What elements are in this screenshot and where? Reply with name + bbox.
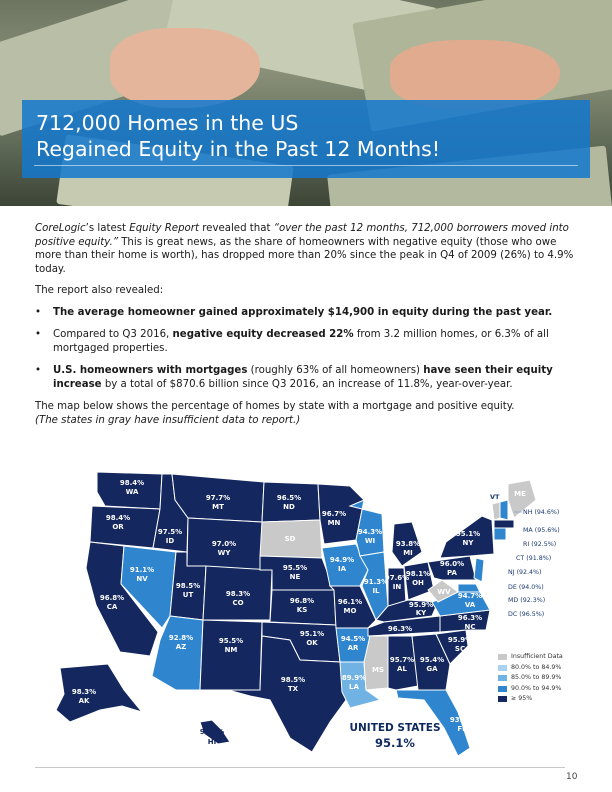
legend-swatch: [498, 654, 507, 660]
state-abbr: ND: [283, 503, 295, 511]
title-line-2: Regained Equity in the Past 12 Months!: [36, 137, 441, 161]
state-label-tn: [388, 625, 412, 633]
state-value: 93.0%: [449, 716, 475, 724]
state-abbr: SC: [454, 645, 466, 653]
state-vt: [492, 502, 500, 520]
legend-label: 85.0% to 89.9%: [511, 674, 562, 681]
us-total-label: UNITED STATES: [349, 722, 441, 734]
bullet-text: by a total of $870.6 billion since Q3 2016, an increase of 11.8%, year-over-year.: [101, 378, 513, 390]
state-abbr: CA: [106, 603, 118, 611]
bullet-bold: negative equity decreased 22%: [172, 329, 354, 340]
state-abbr: AZ: [175, 643, 187, 651]
state-value: 98.3%: [71, 688, 97, 696]
state-value: 95.1%: [299, 630, 325, 638]
state-nj: [474, 558, 484, 582]
bullet-bold: U.S. homeowners with mortgages: [53, 365, 248, 376]
state-abbr-me: ME: [514, 490, 526, 498]
state-abbr: HI: [207, 738, 217, 746]
state-md: [458, 584, 480, 592]
legend-item: [498, 652, 588, 663]
state-abbr: WA: [125, 488, 139, 496]
bullet: •: [35, 306, 42, 318]
state-value: 96.5%: [276, 494, 302, 502]
state-value: 89.9%: [341, 674, 367, 682]
state-value: 95.5%: [282, 564, 308, 572]
state-abbr: NM: [224, 646, 238, 654]
state-value: 92.8%: [168, 634, 194, 642]
map-caption-note: (The states in gray have insufficient data to report.): [35, 414, 301, 426]
source-name: CoreLogic: [35, 223, 86, 234]
title-line-1: 712,000 Homes in the US: [36, 111, 299, 135]
state-value: 98.4%: [105, 514, 131, 522]
report-quote: “over the past 12 months, 712,000 borrowers moved into positive equity.”: [35, 223, 569, 248]
bullet: •: [35, 329, 42, 340]
state-abbr: IN: [392, 583, 402, 591]
state-abbr: MI: [403, 549, 413, 557]
page-title: [36, 110, 440, 162]
state-abbr: TX: [287, 685, 299, 693]
state-value: 93.8%: [395, 540, 421, 548]
banner-rule: [34, 165, 578, 166]
bullet-bold: have seen their equity increase: [53, 365, 553, 390]
state-abbr: MT: [212, 503, 224, 511]
state-abbr: WI: [364, 537, 376, 545]
state-value: 96.8%: [289, 597, 315, 605]
callout-ma: MA (95.6%): [523, 527, 560, 534]
map-caption: [35, 400, 580, 427]
report-name: Equity Report: [129, 223, 199, 234]
state-abbr: AK: [78, 697, 90, 705]
legend-label: Insufficient Data: [511, 653, 563, 660]
state-abbr: NC: [464, 623, 476, 631]
state-abbr: IL: [372, 587, 380, 595]
state-value: 95.5%: [218, 637, 244, 645]
state-value: 96.3%: [387, 625, 413, 633]
legend-swatch: [498, 675, 507, 681]
state-abbr: UT: [182, 591, 194, 599]
state-abbr: MO: [343, 607, 357, 615]
state-value: 91.1%: [129, 566, 155, 574]
state-value: 94.9%: [329, 556, 355, 564]
legend-label: 80.0% to 84.9%: [511, 663, 562, 671]
state-value: 98.5%: [175, 582, 201, 590]
legend-item: [498, 663, 588, 674]
state-value: 96.0%: [439, 560, 465, 568]
legend-swatch: [498, 686, 507, 692]
list-item: [35, 364, 580, 391]
us-total: [330, 722, 460, 750]
callout-ct: CT (91.8%): [516, 555, 552, 562]
bullet-text: from 3.2 million homes, or 6.3% of all mortgaged properties.: [53, 329, 549, 354]
title-banner: [22, 100, 590, 178]
state-abbr: SD: [284, 535, 296, 543]
state-abbr: KS: [296, 606, 308, 614]
state-abbr: AR: [347, 644, 359, 652]
state-value: 98.3%: [225, 590, 251, 598]
state-abbr: WV: [437, 588, 451, 596]
state-value: 96.8%: [99, 594, 125, 602]
legend-label: ≥ 95%: [511, 695, 533, 702]
state-abbr: OK: [306, 639, 318, 647]
state-value: 97.6%: [384, 574, 410, 582]
legend-item: [498, 673, 588, 684]
state-ct: [494, 528, 506, 540]
state-value: 95.1%: [455, 530, 481, 538]
list-item: [35, 328, 580, 355]
state-abbr: AL: [397, 665, 407, 673]
map-caption-text: The map below shows the percentage of homes by state with a mortgage and positive equity.: [35, 401, 515, 412]
state-value: 95.7%: [389, 656, 415, 664]
state-abbr: CO: [232, 599, 244, 607]
callout-nh: NH (94.6%): [523, 509, 560, 516]
state-nm: [200, 620, 262, 690]
report-also: The report also revealed:: [35, 285, 164, 296]
state-abbr: WY: [217, 549, 231, 557]
page-number: 10: [566, 772, 578, 782]
bullet-bold: The average homeowner gained approximately $14,900 in equity during the past year.: [53, 306, 553, 318]
state-az: [152, 616, 203, 690]
state-value: 97.7%: [205, 494, 231, 502]
callout-dc: DC (96.5%): [508, 611, 545, 618]
state-ak: [56, 664, 142, 722]
callout-ri: RI (92.5%): [523, 541, 557, 548]
state-abbr-vt: VT: [490, 493, 500, 501]
bullet-text: Compared to Q3 2016,: [53, 329, 173, 340]
footer-rule: [35, 767, 565, 768]
intro-text: revealed that: [198, 223, 274, 234]
state-value: 94.3%: [357, 528, 383, 536]
state-value: 98.1%: [405, 570, 431, 578]
callout-de: DE (94.0%): [508, 584, 544, 591]
intro-paragraph: [35, 222, 580, 276]
state-abbr: MS: [371, 666, 385, 674]
state-value: 91.3%: [363, 578, 389, 586]
state-abbr: ID: [165, 537, 175, 545]
state-value: 96.3%: [457, 614, 483, 622]
bullet: •: [35, 365, 42, 376]
state-abbr: IA: [337, 565, 347, 573]
state-nd: [262, 482, 320, 522]
legend-swatch: [498, 665, 507, 671]
state-value: 95.4%: [419, 656, 445, 664]
legend-item: [498, 684, 588, 695]
state-value: 96.1%: [337, 598, 363, 606]
state-value: 96.7%: [321, 510, 347, 518]
state-abbr: FL: [457, 725, 467, 733]
us-total-value: 95.1%: [375, 736, 415, 750]
state-value: 94.7%: [457, 592, 483, 600]
us-equity-map: [35, 462, 580, 762]
state-value: 97.0%: [211, 540, 237, 548]
state-label-sd: [285, 535, 296, 543]
list-item: [35, 306, 580, 320]
legend-item: [498, 694, 588, 705]
hand: [110, 28, 260, 108]
legend-label: 90.0% to 94.9%: [511, 684, 562, 692]
intro-text: ’s latest: [85, 223, 130, 234]
state-value: 98.3%: [199, 728, 225, 736]
state-abbr: VA: [464, 601, 476, 609]
state-value: 98.5%: [280, 676, 306, 684]
state-abbr: NE: [289, 573, 301, 581]
state-ma: [494, 520, 514, 528]
state-abbr: NY: [462, 539, 474, 547]
state-abbr: GA: [426, 665, 438, 673]
state-or: [90, 506, 160, 548]
legend-swatch: [498, 696, 507, 702]
state-nh: [500, 500, 508, 520]
state-value: 98.4%: [119, 479, 145, 487]
map-legend: [498, 652, 588, 705]
intro-text: This is great news, as the share of homeowners with negative equity (those who owe more than their home is worth), has dropped more than 20% since the peak in Q4 of 2009 (26%) to 4.9% today.: [35, 236, 574, 275]
state-value: 95.9%: [447, 636, 473, 644]
state-abbr: KY: [415, 609, 427, 617]
callout-md: MD (92.3%): [508, 597, 546, 604]
state-abbr: LA: [349, 683, 359, 691]
state-abbr: MN: [327, 519, 341, 527]
callout-nj: NJ (92.4%): [508, 569, 542, 576]
state-abbr: PA: [447, 569, 457, 577]
article-body: [35, 222, 580, 427]
findings-list: [35, 306, 580, 392]
bullet-text: (roughly 63% of all homeowners): [247, 365, 424, 376]
state-value: 97.5%: [157, 528, 183, 536]
state-label-wv: [437, 588, 451, 596]
state-abbr: OH: [412, 579, 424, 587]
state-value: 94.5%: [340, 635, 366, 643]
state-label-ms: [372, 666, 384, 674]
state-abbr: OR: [112, 523, 124, 531]
state-abbr: NV: [136, 575, 148, 583]
state-value: 95.9%: [408, 601, 434, 609]
